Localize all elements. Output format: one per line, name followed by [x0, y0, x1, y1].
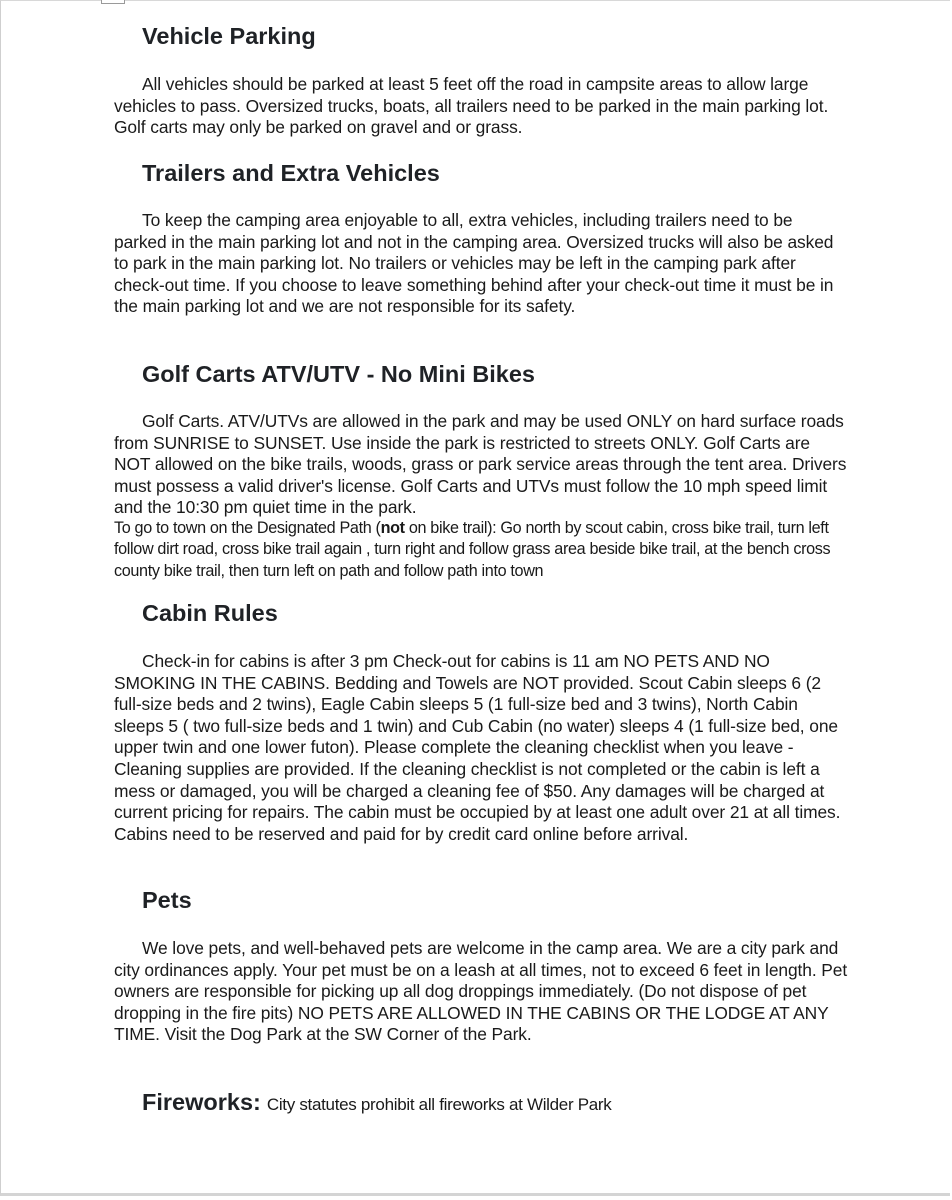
heading-vehicle-parking: Vehicle Parking [142, 23, 316, 49]
page-corner-marker [101, 0, 125, 4]
paragraph-pets: We love pets, and well-behaved pets are welcome in the camp area. We are a city park and city ordinances apply. Your pet must be on a leash at all times, not to exceed 6 feet in length. Pet owners are responsible for picking up all dog droppings immediately. (Do not dispose of pet dropping in the fire pits) NO PETS ARE ALLOWED IN THE CABINS OR THE LODGE AT ANY TIME. Visit the Dog Park at the SW Corner of the Park. [114, 938, 848, 1045]
heading-golf-carts: Golf Carts ATV/UTV - No Mini Bikes [142, 361, 536, 387]
path-emphasis-not: not [380, 519, 405, 537]
fireworks-text: City statutes prohibit all fireworks at Wilder Park [266, 1095, 612, 1114]
heading-trailers-extra-vehicles: Trailers and Extra Vehicles [142, 160, 440, 186]
paragraph-designated-path [114, 518, 849, 582]
heading-cabin-rules: Cabin Rules [142, 600, 278, 626]
path-directions-text: on bike trail): Go north by scout cabin, cross bike trail, turn left follow dirt road, cross bike trail again , turn right and follow grass area beside bike trail, at the bench cross county bike trail, then turn left on path and follow path into town [114, 519, 831, 580]
paragraph-cabin-rules: Check-in for cabins is after 3 pm Check-out for cabins is 11 am NO PETS AND NO SMOKING IN THE CABINS. Bedding and Towels are NOT provided. Scout Cabin sleeps 6 (2 full-size beds and 2 twins), Eagle Cabin sleeps 5 (1 full-size bed and 3 twins), North Cabin sleeps 5 ( two full-size beds and 1 twin) and Cub Cabin (no water) sleeps 4 (1 full-size bed, one upper twin and one lower futon). Please complete the cleaning checklist when you leave - Cleaning supplies are provided. If the cleaning checklist is not completed or the cabin is left a mess or damaged, you will be charged a cleaning fee of $50. Any damages will be charged at current pricing for repairs. The cabin must be occupied by at least one adult over 21 at all times. Cabins need to be reserved and paid for by credit card online before arrival. [114, 651, 841, 844]
paragraph-golf-carts: Golf Carts. ATV/UTVs are allowed in the park and may be used ONLY on hard surface roads from SUNRISE to SUNSET. Use inside the park is restricted to streets ONLY. Golf Carts are NOT allowed on the bike trails, woods, grass or park service areas through the tent area. Drivers must possess a valid driver's license. Golf Carts and UTVs must follow the 10 mph speed limit and the 10:30 pm quiet time in the park. [114, 411, 847, 518]
heading-pets: Pets [142, 887, 192, 913]
fireworks-line [142, 1089, 612, 1116]
paragraph-vehicle-parking: All vehicles should be parked at least 5 feet off the road in campsite areas to allow large vehicles to pass. Oversized trucks, boats, all trailers need to be parked in the main parking lot. Golf carts may only be parked on gravel and or grass. [114, 74, 829, 138]
paragraph-trailers-extra-vehicles: To keep the camping area enjoyable to all, extra vehicles, including trailers need to be parked in the main parking lot and not in the camping area. Oversized trucks will also be asked to park in the main parking lot. No trailers or vehicles may be left in the camping park after check-out time. If you choose to leave something behind after your check-out time it must be in the main parking lot and we are not responsible for its safety. [114, 210, 834, 317]
path-intro-text: To go to town on the Designated Path ( [114, 519, 381, 537]
heading-fireworks: Fireworks: [142, 1089, 261, 1115]
